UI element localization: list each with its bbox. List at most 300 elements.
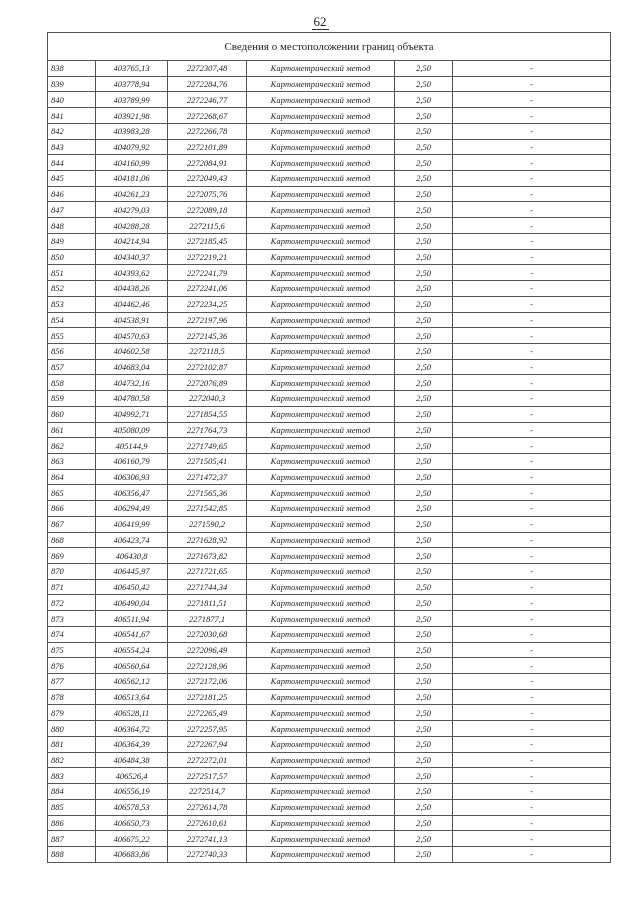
page-number-text: 62	[313, 14, 327, 29]
table-row	[48, 815, 611, 831]
method-cell: Картометрический метод	[247, 233, 395, 249]
table-row	[48, 611, 611, 627]
x-coordinate-cell: 404393,62	[96, 265, 168, 281]
table-row	[48, 689, 611, 705]
y-coordinate-cell: 2271744,34	[168, 579, 247, 595]
y-coordinate-cell: 2272265,49	[168, 705, 247, 721]
x-coordinate-cell: 406578,53	[96, 799, 168, 815]
y-coordinate-cell: 2271811,51	[168, 595, 247, 611]
accuracy-cell: 2,50	[395, 846, 453, 862]
point-number-cell: 862	[48, 438, 96, 454]
method-cell: Картометрический метод	[247, 736, 395, 752]
y-coordinate-cell: 2272740,33	[168, 846, 247, 862]
accuracy-cell: 2,50	[395, 186, 453, 202]
table-row	[48, 186, 611, 202]
x-coordinate-cell: 403983,28	[96, 123, 168, 139]
description-cell: -	[453, 375, 611, 391]
y-coordinate-cell: 2272614,78	[168, 799, 247, 815]
y-coordinate-cell: 2272234,25	[168, 296, 247, 312]
description-cell: -	[453, 548, 611, 564]
description-cell: -	[453, 501, 611, 517]
page-number	[0, 14, 640, 30]
y-coordinate-cell: 2272030,68	[168, 626, 247, 642]
accuracy-cell: 2,50	[395, 595, 453, 611]
table-row	[48, 721, 611, 737]
table-row	[48, 312, 611, 328]
method-cell: Картометрический метод	[247, 501, 395, 517]
description-cell: -	[453, 799, 611, 815]
method-cell: Картометрический метод	[247, 391, 395, 407]
method-cell: Картометрический метод	[247, 469, 395, 485]
description-cell: -	[453, 784, 611, 800]
accuracy-cell: 2,50	[395, 752, 453, 768]
table-row	[48, 658, 611, 674]
x-coordinate-cell: 404160,99	[96, 155, 168, 171]
table-row	[48, 674, 611, 690]
y-coordinate-cell: 2272219,21	[168, 249, 247, 265]
y-coordinate-cell: 2271628,92	[168, 532, 247, 548]
description-cell: -	[453, 186, 611, 202]
x-coordinate-cell: 406526,4	[96, 768, 168, 784]
method-cell: Картометрический метод	[247, 516, 395, 532]
table-row	[48, 626, 611, 642]
y-coordinate-cell: 2271542,85	[168, 501, 247, 517]
y-coordinate-cell: 2272185,45	[168, 233, 247, 249]
table-row	[48, 516, 611, 532]
y-coordinate-cell: 2271472,37	[168, 469, 247, 485]
point-number-cell: 864	[48, 469, 96, 485]
accuracy-cell: 2,50	[395, 768, 453, 784]
description-cell: -	[453, 831, 611, 847]
table-row	[48, 799, 611, 815]
method-cell: Картометрический метод	[247, 359, 395, 375]
accuracy-cell: 2,50	[395, 516, 453, 532]
method-cell: Картометрический метод	[247, 422, 395, 438]
point-number-cell: 882	[48, 752, 96, 768]
table-row	[48, 422, 611, 438]
table-row	[48, 406, 611, 422]
description-cell: -	[453, 721, 611, 737]
y-coordinate-cell: 2272741,13	[168, 831, 247, 847]
point-number-cell: 861	[48, 422, 96, 438]
accuracy-cell: 2,50	[395, 611, 453, 627]
point-number-cell: 855	[48, 328, 96, 344]
description-cell: -	[453, 705, 611, 721]
method-cell: Картометрический метод	[247, 768, 395, 784]
table-row	[48, 139, 611, 155]
y-coordinate-cell: 2272267,94	[168, 736, 247, 752]
y-coordinate-cell: 2272145,36	[168, 328, 247, 344]
method-cell: Картометрический метод	[247, 784, 395, 800]
x-coordinate-cell: 406484,38	[96, 752, 168, 768]
x-coordinate-cell: 406683,86	[96, 846, 168, 862]
y-coordinate-cell: 2272172,06	[168, 674, 247, 690]
x-coordinate-cell: 404732,16	[96, 375, 168, 391]
method-cell: Картометрический метод	[247, 375, 395, 391]
table-row	[48, 233, 611, 249]
y-coordinate-cell: 2271505,41	[168, 453, 247, 469]
point-number-cell: 873	[48, 611, 96, 627]
y-coordinate-cell: 2271854,55	[168, 406, 247, 422]
table-row	[48, 296, 611, 312]
y-coordinate-cell: 2272517,57	[168, 768, 247, 784]
description-cell: -	[453, 249, 611, 265]
method-cell: Картометрический метод	[247, 705, 395, 721]
y-coordinate-cell: 2272266,78	[168, 123, 247, 139]
description-cell: -	[453, 689, 611, 705]
point-number-cell: 887	[48, 831, 96, 847]
x-coordinate-cell: 404780,58	[96, 391, 168, 407]
method-cell: Картометрический метод	[247, 123, 395, 139]
coordinates-table	[47, 32, 611, 863]
accuracy-cell: 2,50	[395, 532, 453, 548]
x-coordinate-cell: 404279,03	[96, 202, 168, 218]
description-cell: -	[453, 815, 611, 831]
point-number-cell: 863	[48, 453, 96, 469]
table-row	[48, 752, 611, 768]
description-cell: -	[453, 155, 611, 171]
y-coordinate-cell: 2272118,5	[168, 343, 247, 359]
description-cell: -	[453, 752, 611, 768]
x-coordinate-cell: 404261,23	[96, 186, 168, 202]
description-cell: -	[453, 218, 611, 234]
y-coordinate-cell: 2272257,95	[168, 721, 247, 737]
accuracy-cell: 2,50	[395, 564, 453, 580]
x-coordinate-cell: 403789,99	[96, 92, 168, 108]
y-coordinate-cell: 2271764,73	[168, 422, 247, 438]
description-cell: -	[453, 579, 611, 595]
accuracy-cell: 2,50	[395, 108, 453, 124]
y-coordinate-cell: 2272272,01	[168, 752, 247, 768]
point-number-cell: 880	[48, 721, 96, 737]
description-cell: -	[453, 233, 611, 249]
description-cell: -	[453, 391, 611, 407]
accuracy-cell: 2,50	[395, 202, 453, 218]
point-number-cell: 840	[48, 92, 96, 108]
y-coordinate-cell: 2271565,36	[168, 485, 247, 501]
accuracy-cell: 2,50	[395, 438, 453, 454]
x-coordinate-cell: 406356,47	[96, 485, 168, 501]
description-cell: -	[453, 469, 611, 485]
description-cell: -	[453, 516, 611, 532]
method-cell: Картометрический метод	[247, 752, 395, 768]
method-cell: Картометрический метод	[247, 343, 395, 359]
table-row	[48, 768, 611, 784]
method-cell: Картометрический метод	[247, 611, 395, 627]
x-coordinate-cell: 404570,63	[96, 328, 168, 344]
method-cell: Картометрический метод	[247, 265, 395, 281]
point-number-cell: 842	[48, 123, 96, 139]
accuracy-cell: 2,50	[395, 658, 453, 674]
y-coordinate-cell: 2271673,82	[168, 548, 247, 564]
description-cell: -	[453, 422, 611, 438]
method-cell: Картометрический метод	[247, 108, 395, 124]
description-cell: -	[453, 139, 611, 155]
method-cell: Картометрический метод	[247, 296, 395, 312]
y-coordinate-cell: 2272049,43	[168, 171, 247, 187]
method-cell: Картометрический метод	[247, 532, 395, 548]
point-number-cell: 867	[48, 516, 96, 532]
description-cell: -	[453, 438, 611, 454]
point-number-cell: 843	[48, 139, 96, 155]
point-number-cell: 858	[48, 375, 96, 391]
table-row	[48, 564, 611, 580]
table-row	[48, 642, 611, 658]
description-cell: -	[453, 768, 611, 784]
accuracy-cell: 2,50	[395, 218, 453, 234]
description-cell: -	[453, 359, 611, 375]
point-number-cell: 845	[48, 171, 96, 187]
method-cell: Картометрический метод	[247, 249, 395, 265]
description-cell: -	[453, 611, 611, 627]
table-row	[48, 359, 611, 375]
description-cell: -	[453, 312, 611, 328]
y-coordinate-cell: 2272307,48	[168, 61, 247, 77]
method-cell: Картометрический метод	[247, 281, 395, 297]
table-row	[48, 171, 611, 187]
table-row	[48, 453, 611, 469]
x-coordinate-cell: 406511,94	[96, 611, 168, 627]
point-number-cell: 844	[48, 155, 96, 171]
table-row	[48, 532, 611, 548]
x-coordinate-cell: 406364,72	[96, 721, 168, 737]
table-row	[48, 705, 611, 721]
accuracy-cell: 2,50	[395, 233, 453, 249]
method-cell: Картометрический метод	[247, 626, 395, 642]
table-row	[48, 155, 611, 171]
accuracy-cell: 2,50	[395, 406, 453, 422]
method-cell: Картометрический метод	[247, 831, 395, 847]
x-coordinate-cell: 404683,04	[96, 359, 168, 375]
point-number-cell: 839	[48, 76, 96, 92]
accuracy-cell: 2,50	[395, 312, 453, 328]
table-row	[48, 123, 611, 139]
y-coordinate-cell: 2272101,89	[168, 139, 247, 155]
table-row	[48, 469, 611, 485]
method-cell: Картометрический метод	[247, 92, 395, 108]
point-number-cell: 874	[48, 626, 96, 642]
x-coordinate-cell: 406450,42	[96, 579, 168, 595]
x-coordinate-cell: 406430,8	[96, 548, 168, 564]
point-number-cell: 847	[48, 202, 96, 218]
x-coordinate-cell: 406490,04	[96, 595, 168, 611]
table-title: Сведения о местоположении границ объекта	[48, 33, 611, 61]
method-cell: Картометрический метод	[247, 76, 395, 92]
description-cell: -	[453, 171, 611, 187]
accuracy-cell: 2,50	[395, 296, 453, 312]
method-cell: Картометрический метод	[247, 658, 395, 674]
point-number-cell: 883	[48, 768, 96, 784]
description-cell: -	[453, 123, 611, 139]
x-coordinate-cell: 406419,99	[96, 516, 168, 532]
description-cell: -	[453, 736, 611, 752]
accuracy-cell: 2,50	[395, 799, 453, 815]
point-number-cell: 854	[48, 312, 96, 328]
accuracy-cell: 2,50	[395, 171, 453, 187]
y-coordinate-cell: 2272514,7	[168, 784, 247, 800]
description-cell: -	[453, 406, 611, 422]
description-cell: -	[453, 92, 611, 108]
method-cell: Картометрический метод	[247, 548, 395, 564]
method-cell: Картометрический метод	[247, 453, 395, 469]
description-cell: -	[453, 626, 611, 642]
x-coordinate-cell: 406445,97	[96, 564, 168, 580]
method-cell: Картометрический метод	[247, 485, 395, 501]
description-cell: -	[453, 595, 611, 611]
accuracy-cell: 2,50	[395, 674, 453, 690]
x-coordinate-cell: 406364,39	[96, 736, 168, 752]
accuracy-cell: 2,50	[395, 61, 453, 77]
y-coordinate-cell: 2272284,76	[168, 76, 247, 92]
accuracy-cell: 2,50	[395, 815, 453, 831]
point-number-cell: 876	[48, 658, 96, 674]
x-coordinate-cell: 404438,26	[96, 281, 168, 297]
x-coordinate-cell: 404079,92	[96, 139, 168, 155]
description-cell: -	[453, 296, 611, 312]
y-coordinate-cell: 2271877,1	[168, 611, 247, 627]
accuracy-cell: 2,50	[395, 281, 453, 297]
accuracy-cell: 2,50	[395, 92, 453, 108]
x-coordinate-cell: 404992,71	[96, 406, 168, 422]
point-number-cell: 853	[48, 296, 96, 312]
table-row	[48, 108, 611, 124]
x-coordinate-cell: 406160,79	[96, 453, 168, 469]
point-number-cell: 881	[48, 736, 96, 752]
table-row	[48, 375, 611, 391]
point-number-cell: 878	[48, 689, 96, 705]
point-number-cell: 860	[48, 406, 96, 422]
accuracy-cell: 2,50	[395, 721, 453, 737]
table-row	[48, 391, 611, 407]
y-coordinate-cell: 2272197,96	[168, 312, 247, 328]
x-coordinate-cell: 403778,94	[96, 76, 168, 92]
x-coordinate-cell: 406556,19	[96, 784, 168, 800]
accuracy-cell: 2,50	[395, 784, 453, 800]
point-number-cell: 851	[48, 265, 96, 281]
method-cell: Картометрический метод	[247, 689, 395, 705]
point-number-cell: 838	[48, 61, 96, 77]
table-row	[48, 328, 611, 344]
accuracy-cell: 2,50	[395, 469, 453, 485]
description-cell: -	[453, 532, 611, 548]
x-coordinate-cell: 406562,12	[96, 674, 168, 690]
y-coordinate-cell: 2272128,96	[168, 658, 247, 674]
method-cell: Картометрический метод	[247, 312, 395, 328]
table-row	[48, 846, 611, 862]
accuracy-cell: 2,50	[395, 453, 453, 469]
accuracy-cell: 2,50	[395, 501, 453, 517]
description-cell: -	[453, 202, 611, 218]
x-coordinate-cell: 406423,74	[96, 532, 168, 548]
point-number-cell: 868	[48, 532, 96, 548]
method-cell: Картометрический метод	[247, 579, 395, 595]
description-cell: -	[453, 642, 611, 658]
x-coordinate-cell: 404462,46	[96, 296, 168, 312]
x-coordinate-cell: 406513,64	[96, 689, 168, 705]
method-cell: Картометрический метод	[247, 846, 395, 862]
point-number-cell: 884	[48, 784, 96, 800]
table-row	[48, 579, 611, 595]
accuracy-cell: 2,50	[395, 359, 453, 375]
method-cell: Картометрический метод	[247, 595, 395, 611]
description-cell: -	[453, 108, 611, 124]
method-cell: Картометрический метод	[247, 674, 395, 690]
method-cell: Картометрический метод	[247, 139, 395, 155]
method-cell: Картометрический метод	[247, 642, 395, 658]
point-number-cell: 870	[48, 564, 96, 580]
x-coordinate-cell: 404602,58	[96, 343, 168, 359]
y-coordinate-cell: 2271590,2	[168, 516, 247, 532]
x-coordinate-cell: 404288,28	[96, 218, 168, 234]
point-number-cell: 879	[48, 705, 96, 721]
x-coordinate-cell: 405144,9	[96, 438, 168, 454]
table-row	[48, 92, 611, 108]
x-coordinate-cell: 404181,06	[96, 171, 168, 187]
method-cell: Картометрический метод	[247, 799, 395, 815]
method-cell: Картометрический метод	[247, 155, 395, 171]
y-coordinate-cell: 2272102,87	[168, 359, 247, 375]
accuracy-cell: 2,50	[395, 689, 453, 705]
table-row	[48, 218, 611, 234]
x-coordinate-cell: 406560,64	[96, 658, 168, 674]
x-coordinate-cell: 406528,11	[96, 705, 168, 721]
x-coordinate-cell: 406650,73	[96, 815, 168, 831]
method-cell: Картометрический метод	[247, 328, 395, 344]
y-coordinate-cell: 2272246,77	[168, 92, 247, 108]
x-coordinate-cell: 404538,91	[96, 312, 168, 328]
method-cell: Картометрический метод	[247, 815, 395, 831]
description-cell: -	[453, 343, 611, 359]
method-cell: Картометрический метод	[247, 171, 395, 187]
point-number-cell: 841	[48, 108, 96, 124]
accuracy-cell: 2,50	[395, 375, 453, 391]
point-number-cell: 846	[48, 186, 96, 202]
table-row	[48, 202, 611, 218]
accuracy-cell: 2,50	[395, 155, 453, 171]
accuracy-cell: 2,50	[395, 485, 453, 501]
y-coordinate-cell: 2271721,65	[168, 564, 247, 580]
y-coordinate-cell: 2272084,91	[168, 155, 247, 171]
table-row	[48, 831, 611, 847]
point-number-cell: 852	[48, 281, 96, 297]
accuracy-cell: 2,50	[395, 579, 453, 595]
method-cell: Картометрический метод	[247, 721, 395, 737]
point-number-cell: 849	[48, 233, 96, 249]
description-cell: -	[453, 76, 611, 92]
method-cell: Картометрический метод	[247, 61, 395, 77]
accuracy-cell: 2,50	[395, 391, 453, 407]
point-number-cell: 866	[48, 501, 96, 517]
accuracy-cell: 2,50	[395, 642, 453, 658]
point-number-cell: 888	[48, 846, 96, 862]
table-title-row	[48, 33, 611, 61]
table-row	[48, 281, 611, 297]
x-coordinate-cell: 404214,94	[96, 233, 168, 249]
method-cell: Картометрический метод	[247, 202, 395, 218]
table-row	[48, 76, 611, 92]
y-coordinate-cell: 2272040,3	[168, 391, 247, 407]
description-cell: -	[453, 453, 611, 469]
y-coordinate-cell: 2272241,79	[168, 265, 247, 281]
method-cell: Картометрический метод	[247, 406, 395, 422]
table-row	[48, 438, 611, 454]
x-coordinate-cell: 406675,22	[96, 831, 168, 847]
x-coordinate-cell: 406541,67	[96, 626, 168, 642]
table-row	[48, 265, 611, 281]
y-coordinate-cell: 2272181,25	[168, 689, 247, 705]
table-row	[48, 501, 611, 517]
x-coordinate-cell: 406306,93	[96, 469, 168, 485]
